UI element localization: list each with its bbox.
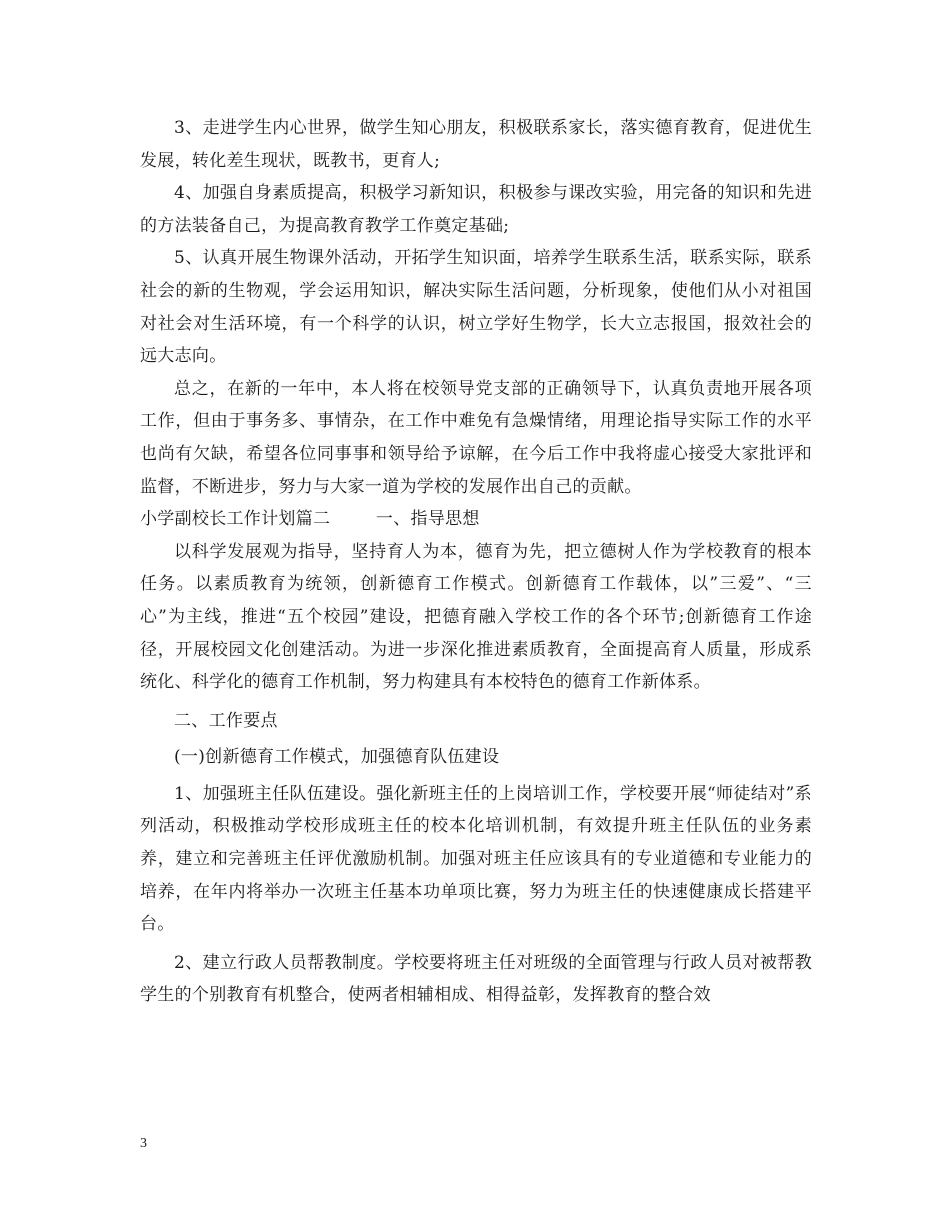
paragraph-summary: 总之，在新的一年中，本人将在校领导党支部的正确领导下，认真负责地开展各项工作，但由于事务多、事情杂，在工作中难免有急燥情绪，用理论指导实际工作的水平也尚有欠缺，希望各位同事事和领导给予谅解，在今后工作中我将虚心接受大家批评和监督，不断进步，努力与大家一道为学校的发展作出自己的贡献。	[140, 378, 812, 497]
paragraph-teacher-team: 1、加强班主任队伍建设。强化新班主任的上岗培训工作，学校要开展“师徒结对”系列活动，积极推动学校形成班主任的校本化培训机制，有效提升班主任队伍的业务素养，建立和完善班主任评优激励机制。加强对班主任应该具有的专业道德和专业能力的培养，在年内将举办一次班主任基本功单项比赛，努力为班主任的快速健康成长搭建平台。	[140, 783, 812, 935]
section-heading-work-points: 二、工作要点	[174, 710, 278, 731]
paragraph-item-4: 4、加强自身素质提高，积极学习新知识，积极参与课改实验，用完备的知识和先进的方法装备自己，为提高教育教学工作奠定基础;	[140, 183, 812, 236]
paragraph-item-5: 5、认真开展生物课外活动，开拓学生知识面，培养学生联系生活，联系实际，联系社会的新的生物观，学会运用知识，解决实际生活问题，分析现象，使他们从小对祖国对社会对生活环境，有一个科学的认识，树立学好生物学，长大立志报国，报效社会的远大志向。	[140, 248, 812, 367]
paragraph-admin-mentoring: 2、建立行政人员帮教制度。学校要将班主任对班级的全面管理与行政人员对被帮教学生的个别教育有机整合，使两者相辅相成、相得益彰，发挥教育的整合效	[140, 952, 812, 1006]
page-number: 3	[140, 1136, 147, 1151]
paragraph-item-3: 3、走进学生内心世界，做学生知心朋友，积极联系家长，落实德育教育，促进优生发展，转化差生现状，既教书，更育人;	[140, 118, 812, 171]
section-title-guiding-ideology: 小学副校长工作计划篇二 一、指导思想	[140, 509, 480, 530]
document-body	[140, 112, 812, 1012]
paragraph-guiding-ideology: 以科学发展观为指导，坚持育人为本，德育为先，把立德树人作为学校教育的根本任务。以素质教育为统领，创新德育工作模式。创新德育工作载体，以”三爱”、“三心”为主线，推进“五个校园”建设，把德育融入学校工作的各个环节;创新德育工作途径，开展校园文化创建活动。为进一步深化推进素质教育，全面提高育人质量，形成系统化、科学化的德育工作机制，努力构建具有本校特色的德育工作新体系。	[140, 541, 812, 693]
subsection-heading-moral-education: (一)创新德育工作模式，加强德育队伍建设	[174, 747, 500, 768]
